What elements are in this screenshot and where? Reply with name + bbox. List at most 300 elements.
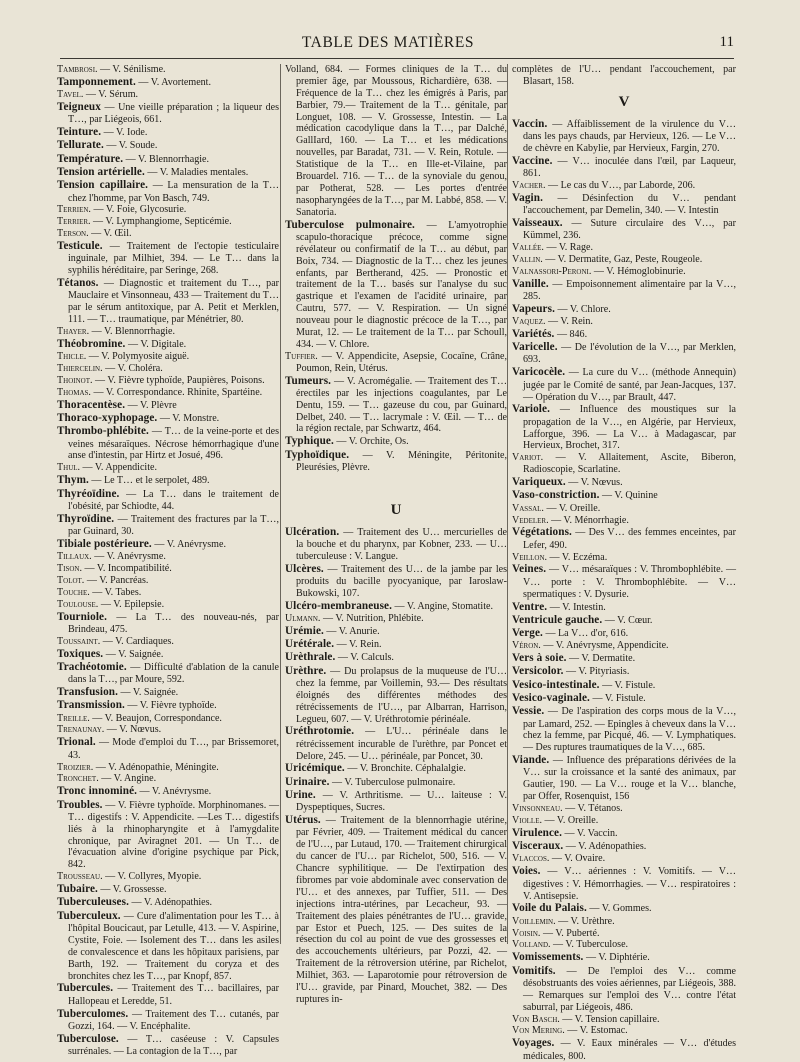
entry-text: — V. Adénopathies. xyxy=(128,897,213,909)
index-entry xyxy=(57,89,279,101)
entry-headword: Tison. xyxy=(57,563,82,574)
index-entry xyxy=(512,928,736,940)
entry-text: — V. Fistule. xyxy=(589,693,646,705)
entry-text: — V. Chlore. xyxy=(554,303,611,315)
entry-headword: Vallée. xyxy=(512,241,544,253)
entry-text: — Traitement des T… bacillaires, par Hallopeau et Leredde, 51. xyxy=(68,983,279,1007)
entry-headword: Vassal. xyxy=(512,502,544,514)
entry-text: — Empoisonnement alimentaire par la V…, 285. xyxy=(523,278,736,302)
entry-headword: Von Basch. xyxy=(512,1013,560,1025)
entry-text: — V. Allaitement, Ascite, Biberon, Radioscopie, Scarlatine. xyxy=(523,452,736,476)
index-entry xyxy=(512,303,736,316)
index-entry xyxy=(512,627,736,640)
entry-text: — V. Puberté. xyxy=(540,927,600,939)
entry-text: — L'amyotrophie scapulo-thoracique précoce, comme signe révélateur ou confirmatif de la T… au début, par Boix, 734. — Diagnostic de la T… chez les jeunes enfants, par Bertherand, 425. — Pronostic et traitement de la T… basés sur l'analyse du suc gastrique et l'examen de l'acidité urinaire, par Cautru, 577. — V. Respiration. — Un signé nouveau pour le diagnostic précoce de la T…, par Murat, 12. — Le traitement de la T… par Schoull, 434. — V. Chlore. xyxy=(296,219,507,350)
page-header xyxy=(60,34,734,56)
entry-headword: Thul. xyxy=(57,462,81,474)
entry-headword: Typhoïdique. xyxy=(285,448,350,461)
index-entry xyxy=(57,166,279,179)
index-entry xyxy=(512,1014,736,1026)
running-title: TABLE DES MATIÈRES xyxy=(301,34,475,51)
index-entry xyxy=(57,153,279,166)
index-entry xyxy=(512,803,736,815)
entry-text: — V. Soude. xyxy=(103,140,158,152)
entry-text: — V. Nœvus. xyxy=(565,477,623,489)
entry-text: — V. Eczéma. xyxy=(547,551,608,563)
index-entry xyxy=(57,326,279,338)
entry-headword: Vaccin. xyxy=(512,117,548,130)
entry-headword: Varicelle. xyxy=(512,341,558,354)
entry-headword: Vomitifs. xyxy=(512,964,556,977)
index-entry xyxy=(57,240,279,277)
index-entry xyxy=(57,139,279,152)
entry-text: — V. Intestin. xyxy=(547,601,606,613)
index-entry xyxy=(57,896,279,909)
index-entry xyxy=(512,951,736,964)
entry-text: — Désinfection du V… pendant l'accouchement, par Demelin, 340. — V. Intestin xyxy=(523,192,736,216)
entry-text: — V. Beaujon, Correspondance. xyxy=(89,712,222,724)
entry-headword: Trachéotomie. xyxy=(57,660,127,673)
index-entry xyxy=(57,773,279,785)
index-entry xyxy=(57,1008,279,1033)
entry-text: — V. Dermatite, Gaz, Peste, Rougeole. xyxy=(542,253,703,265)
index-entry xyxy=(57,338,279,351)
entry-text: — V. Nœvus. xyxy=(104,724,162,736)
entry-headword: Urine. xyxy=(285,789,316,801)
entry-text: — V. Rein. xyxy=(545,316,593,328)
entry-text: — V. Pancréas. xyxy=(84,574,149,586)
entry-headword: Virulence. xyxy=(512,826,562,839)
entry-text: — V. Digitale. xyxy=(125,338,187,350)
entry-text: — Traitement de la blennorrhagie utérine, par Février, 409. — Traitement médical du cancer de l'U…, par Lutaud, 170. — Traitement chirurgical du cancer de l'U… par Richelot, 500, 516. — V. Chancre syphilitique. — De l'extirpation des fibromes par voie abdominale avec conservation de l'U… et des annexes, par Tuffier, 511. — Des injections intra-utérines, par Lecacheur, 93. — Traitement des plaies pénétrantes de l'U… gravide, par Estor et Puech, 125. — Des suites de la résection du col au point de vue des grossesses et des accouchements ultérieurs, par Pozzi, 42. — Traitement de la rétroversion utérine, par Richelot, Milhiet, 363. — Laparotomie pour rétroversion de l'U… gravide, par Pinard, Mouchet, 382. — Des ruptures in- xyxy=(296,815,507,1005)
entry-text: — Suture circulaire des V…, par Kümmel, 236. xyxy=(523,217,736,242)
entry-headword: Veillon. xyxy=(512,551,548,563)
entry-headword: Thicle. xyxy=(57,351,87,363)
entry-headword: Ventricule gauche. xyxy=(512,613,603,626)
index-entry xyxy=(57,412,279,425)
entry-headword: Thoracentèse. xyxy=(57,398,126,411)
entry-headword: Tibiale postérieure. xyxy=(57,537,152,550)
entry-text: — V. Vaccin. xyxy=(561,827,618,839)
entry-text: Volland, 684. — Formes cliniques de la T… du premier âge, par Moussous, Richardière, 638. — Fréquence de la T… chez les émigrés à Paris, par Barbier, 79.— Traitement de la T… génitale, par Longuet, 108. — V. Grossesse, Intestin. — La médication cacodylique dans la T…, par Dalché, GallIard, 160. — La T… et les médications nouvelles, par Baradat, 731. — V. Rein, Rotule. — Statistique de la T… en Ille-et-Vilaine, par Brouardel. 716. — T… de la synoviale du genou, par Potherat, 528. — Les portes d'entrée nasopharyngées de la T…, par M. Labbé, 858. — V. Sanatoria. xyxy=(285,64,507,218)
index-entry xyxy=(57,661,279,686)
entry-headword: Vagin. xyxy=(512,191,543,204)
section-spacer xyxy=(285,474,507,496)
index-entry xyxy=(285,613,507,625)
index-entry xyxy=(512,341,736,366)
entry-text: — V. Ovaire. xyxy=(549,853,606,865)
index-entry xyxy=(57,1033,279,1058)
entry-headword: Tubaire. xyxy=(57,883,98,896)
index-entry xyxy=(285,814,507,1006)
index-entry xyxy=(57,126,279,139)
entry-text: — V. Arthritisme. — U… laiteuse : V. Dyspeptiques, Sucres. xyxy=(296,790,507,814)
entry-text: — V. Tension capillaire. xyxy=(559,1013,660,1025)
entry-text: — V. Monstre. xyxy=(157,413,220,425)
index-entry xyxy=(285,351,507,375)
entry-headword: Toulouse. xyxy=(57,598,99,610)
entry-headword: Tuberculeuses. xyxy=(57,896,129,909)
index-entry xyxy=(285,638,507,651)
entry-headword: Urinaire. xyxy=(285,775,330,788)
entry-headword: Vomissements. xyxy=(512,951,584,964)
entry-text: — V. Pityriasis. xyxy=(563,666,630,678)
entry-text: — V. Acromégalie. — Traitement des T… érectiles par les injections coagulantes, par Le Dentu, 159. — T… gazeuse du cou, par Guinard, Delbet, 240. — T… lacrymale : V. Œil. — T… de la région rectale, par Schwartz, 464. xyxy=(296,375,507,435)
entry-text: — V. Maladies mentales. xyxy=(144,167,249,178)
entry-text: — V. Bronchite. Céphalalgie. xyxy=(344,763,466,775)
index-entry xyxy=(512,965,736,1014)
entry-text: — V… inoculée dans l'œil, par Laqueur, 861. xyxy=(523,155,736,179)
entry-text: — Cure d'alimentation pour les T… à l'hôpital Boucicaut, par Letulle, 413. — V. Aspirine, Cystite, Foie. — Isolement des T… dans les asiles de convalescence et dans les hôpitaux parisiens, par Barth, 192. — Traitement du coryza et des bronchites chez les T…, par Knopf, 857. xyxy=(68,910,279,982)
entry-text: — Mode d'emploi du T…, par Brissemoret, 43. xyxy=(68,737,279,761)
index-entry xyxy=(57,587,279,599)
entry-text: — V. Iode. xyxy=(101,127,148,139)
entry-headword: Tamponnement. xyxy=(57,75,136,88)
index-entry xyxy=(285,776,507,789)
entry-headword: Uricémique. xyxy=(285,762,345,775)
entry-text: — V. Oreille. xyxy=(543,502,601,514)
entry-headword: Vaso-constriction. xyxy=(512,489,600,502)
entry-headword: Vedeler. xyxy=(512,514,549,526)
index-entry xyxy=(512,902,736,915)
entry-text: — Le cas du V…, par Laborde, 206. xyxy=(545,179,696,191)
index-entry xyxy=(57,387,279,399)
entry-text: — Du prolapsus de la muqueuse de l'U… chez la femme, par Voillemin, 93.— Des résultats éloignés des différentes méthodes des rétrécissements de l'U…, par Albarran, Harrison, Legueu, 607. — V. Uréthrotomie périnéale. xyxy=(296,665,507,725)
index-entry xyxy=(57,425,279,462)
index-entry xyxy=(57,648,279,661)
entry-text: complètes de l'U… pendant l'accouchement, par Blasart, 158. xyxy=(512,64,736,87)
entry-headword: Vesico-intestinale. xyxy=(512,678,600,691)
entry-headword: Variqueux. xyxy=(512,476,566,489)
index-entry xyxy=(512,552,736,564)
entry-text: — La T… des nouveau-nés, par Brindeau, 475. xyxy=(68,611,279,635)
index-entry xyxy=(57,462,279,474)
entry-headword: Variole. xyxy=(512,403,550,416)
entry-headword: Touche. xyxy=(57,586,90,598)
index-entry xyxy=(57,883,279,896)
entry-headword: Tolot. xyxy=(57,574,85,586)
entry-text: — V. Collyres, Myopie. xyxy=(102,871,202,883)
entry-text: — V. Appendicite. xyxy=(80,462,157,474)
entry-headword: Urétérale. xyxy=(285,638,335,651)
index-entry xyxy=(512,563,736,600)
entry-text: — V. Eaux minérales — V… d'études médicales, 800. xyxy=(523,1038,736,1062)
entry-text: — V. Méningite, Péritonite, Pleurésies, Plèvre. xyxy=(296,449,507,473)
index-entry xyxy=(512,403,736,452)
index-entry xyxy=(57,474,279,487)
entry-headword: Terrier. xyxy=(57,216,91,228)
index-entry xyxy=(512,640,736,652)
entry-text: — La V… d'or, 616. xyxy=(542,628,629,640)
index-entry xyxy=(512,705,736,754)
index-entry xyxy=(512,278,736,303)
entry-text: — V. Cœur. xyxy=(602,614,653,626)
entry-text: — Diagnostic et traitement du T…, par Mauclaire et Vinsonneau, 433 — Traitement du T… par le sérum antitoxique, par A. Petit et Merklen, 111. — T… traumatique, par Ménétrier, 80. xyxy=(68,278,279,326)
entry-headword: Typhique. xyxy=(285,435,334,448)
column-divider xyxy=(280,64,281,944)
entry-text: — Traitement des U… de la jambe par les produits du bacille pyocyanique, par Iaroslaw-Bukowski, 107. xyxy=(296,563,507,599)
index-entry xyxy=(285,219,507,351)
index-entry xyxy=(57,277,279,326)
entry-text: — V… mésaraïques : V. Thrombophlébite. — V… porte : V. Thrombophlébite. — V… spermatiques : V. Dysurie. xyxy=(523,564,736,600)
entry-text: — V. Calculs. xyxy=(335,652,394,664)
index-entry xyxy=(57,513,279,538)
entry-text: — V. Anévrysme. xyxy=(151,538,226,550)
entry-headword: Vinsonneau. xyxy=(512,803,563,815)
entry-text: — V. Adénopathie, Méningite. xyxy=(93,761,219,773)
entry-text: — V. Fistule. xyxy=(599,679,656,691)
entry-text: — V. Œil. xyxy=(88,228,132,240)
index-entry xyxy=(512,827,736,840)
entry-headword: Ulcéro-membraneuse. xyxy=(285,599,393,612)
index-entry xyxy=(512,316,736,328)
index-entry xyxy=(512,242,736,254)
entry-headword: Vlaccos. xyxy=(512,853,550,865)
index-entry xyxy=(57,599,279,611)
entry-text: — V. Fièvre typhoïde, Paupières, Poisons. xyxy=(92,375,265,387)
entry-text: — V. Incompatibilité. xyxy=(81,563,172,574)
index-entry xyxy=(57,686,279,699)
entry-headword: Vaisseaux. xyxy=(512,216,563,229)
index-entry xyxy=(512,489,736,502)
entry-headword: Thomas. xyxy=(57,386,91,398)
entry-headword: Vesico-vaginale. xyxy=(512,692,590,705)
entry-headword: Ulcères. xyxy=(285,562,324,575)
entry-headword: Ulcération. xyxy=(285,525,340,538)
index-entry xyxy=(57,910,279,983)
page-number: 11 xyxy=(719,34,734,50)
entry-text: — De l'emploi des V… comme désobstruants des voies aériennes, par Liégeois, 388. — Remarques sur l'emploi des V… contre l'état saburral, par Liégeois, 486. xyxy=(523,965,736,1013)
entry-text: — V. Appendicite, Asepsie, Cocaïne, Crâne, Poumon, Rein, Utérus. xyxy=(296,350,507,374)
index-entry xyxy=(285,789,507,814)
entry-text: — V. Plèvre xyxy=(125,399,177,411)
entry-text: — V. Dermatite. xyxy=(566,653,636,665)
index-entry xyxy=(57,982,279,1007)
entry-headword: Voyages. xyxy=(512,1037,555,1050)
index-entry xyxy=(512,64,736,88)
index-entry xyxy=(512,916,736,928)
entry-headword: Versicolor. xyxy=(512,665,564,678)
entry-headword: Vanille. xyxy=(512,277,549,290)
entry-headword: Transfusion. xyxy=(57,686,118,699)
index-entry xyxy=(57,636,279,648)
entry-text: — La cure du V… (méthode Annequin) jugée par le Comité de santé, par Jean-Jacques, 137. — Opération du V…, par Brault, 447. xyxy=(523,367,736,403)
entry-headword: Troubles. xyxy=(57,798,103,811)
entry-text: — V. Oreille. xyxy=(541,815,599,827)
index-entry xyxy=(57,799,279,872)
entry-headword: Tension artérielle. xyxy=(57,166,145,178)
entry-text: — V. Anévrysme. xyxy=(91,551,166,563)
entry-headword: Volland. xyxy=(512,939,551,951)
index-entry xyxy=(512,118,736,155)
index-entry xyxy=(57,699,279,712)
index-entry xyxy=(512,217,736,242)
index-entry xyxy=(285,665,507,726)
entry-headword: Urèthre. xyxy=(285,664,327,677)
entry-headword: Toussaint. xyxy=(57,635,101,647)
index-entry xyxy=(57,101,279,126)
index-entry xyxy=(512,679,736,692)
entry-text: — 846. xyxy=(554,328,588,340)
index-entry xyxy=(512,865,736,902)
entry-headword: Tétanos. xyxy=(57,277,99,290)
entry-text: — Affaiblissement de la virulence du V… dans les pays chauds, par Hervieux, 126. — Le V… de chèvre en Kabylie, par Hervieux, Fargin, 270. xyxy=(523,118,736,154)
entry-headword: Tuberculomes. xyxy=(57,1007,129,1020)
entry-headword: Thayer. xyxy=(57,326,90,338)
entry-headword: Voies. xyxy=(512,865,541,878)
entry-text: — Influence des préparations dérivées de la V… sur la croissance et la santé des animaux, par Gautier, 190. — La V… rouge et la V… blanche, par Offer, Rosenquist, 156 xyxy=(523,755,736,803)
entry-headword: Tavel. xyxy=(57,89,84,101)
index-entry xyxy=(512,815,736,827)
entry-text: — Traitement des T… cutanés, par Gozzi, 164. — V. Encéphalite. xyxy=(68,1008,279,1032)
entry-text: — V. Rage. xyxy=(543,241,593,253)
entry-headword: Tourniole. xyxy=(57,610,108,623)
index-column-middle xyxy=(285,64,507,1006)
entry-headword: Trional. xyxy=(57,736,96,749)
entry-text: — V. Anurie. xyxy=(323,625,380,637)
entry-headword: Toxiques. xyxy=(57,647,104,660)
entry-text: — L'U… périnéale dans le rétrécissement incurable de l'urèthre, par Poncet et Delore, 245. — U… périnéale, par Poncet, 30. xyxy=(296,726,507,762)
entry-headword: Terrien. xyxy=(57,204,91,216)
entry-text: — V. Ménorrhagie. xyxy=(548,514,629,526)
index-entry xyxy=(512,366,736,403)
entry-headword: Teinture. xyxy=(57,126,102,139)
entry-text: — V. Quinine xyxy=(599,490,658,502)
entry-text: — V. Choléra. xyxy=(102,363,163,375)
index-entry xyxy=(57,724,279,736)
entry-text: — V. Tabes. xyxy=(89,586,142,598)
index-column-left xyxy=(57,64,279,1058)
entry-headword: Vacher. xyxy=(512,179,546,191)
entry-text: — V. Polymyosite aiguë. xyxy=(86,351,190,363)
entry-headword: Visceraux. xyxy=(512,840,564,853)
index-entry xyxy=(512,601,736,614)
entry-headword: Ventre. xyxy=(512,600,548,613)
entry-text: — T… de la veine-porte et des veines mésaraïques. Nécrose hémorrhagique d'une anse d'intestin, par Hirtz et Josué, 496. xyxy=(68,426,279,462)
entry-headword: Vallin. xyxy=(512,253,543,265)
entry-text: — T… caséeuse : V. Capsules surrénales. — La contagion de la T…, par xyxy=(68,1033,279,1057)
index-entry xyxy=(512,665,736,678)
index-entry xyxy=(285,600,507,613)
entry-text: — V. Angine, Stomatite. xyxy=(392,600,493,612)
entry-headword: Tillaux. xyxy=(57,551,92,563)
entry-headword: Tuberculose pulmonaire. xyxy=(285,218,415,231)
entry-text: — V. Avortement. xyxy=(135,76,211,88)
entry-text: — Traitement des fractures par la T…, par Guinard, 30. xyxy=(68,513,279,537)
index-entry xyxy=(512,328,736,341)
entry-text: — V. Blennorrhagie. xyxy=(123,153,209,165)
entry-headword: Thrombo-phlébite. xyxy=(57,425,149,438)
entry-text: — V. Correspondance. Rhinite, Spartéine. xyxy=(90,386,263,398)
entry-headword: Variétés. xyxy=(512,327,555,340)
index-entry xyxy=(57,563,279,575)
entry-headword: Tension capillaire. xyxy=(57,179,149,192)
entry-headword: Tronc innominé. xyxy=(57,785,138,798)
entry-text: — Influence des moustiques sur la propagation de la V…, en Algérie, par Hervieux, Lafforgue, 396. — La V… à Madagascar, par Hervieux, Brochet, 317. xyxy=(523,404,736,452)
entry-text: — V. Sérum. xyxy=(83,89,139,101)
entry-headword: Tubercules. xyxy=(57,982,114,995)
entry-headword: Thoraco-xyphopage. xyxy=(57,412,158,425)
entry-text: — V. Rein. xyxy=(334,639,382,651)
entry-headword: Von Mering. xyxy=(512,1025,565,1037)
entry-headword: Variot. xyxy=(512,452,544,464)
entry-headword: Tuffier. xyxy=(285,350,318,362)
index-entry xyxy=(512,1025,736,1037)
entry-text: — V… aériennes : V. Vomitifs. — V… digestives : V. Hémorrhagies. — V… respiratoires : V. Antisepsie. xyxy=(523,866,736,902)
index-entry xyxy=(57,351,279,363)
entry-headword: Transmission. xyxy=(57,699,125,712)
index-entry xyxy=(285,563,507,600)
entry-headword: Trousseau. xyxy=(57,871,103,883)
entry-headword: Tronchet. xyxy=(57,773,99,785)
entry-headword: Végétations. xyxy=(512,526,572,539)
entry-text: — De l'aspiration des corps mous de la V…, par Lamard, 252. — Epingles à cheveux dans la V… chez la femme, par Picqué, 46. — V. Lymphatiques. — Des ruptures traumatiques de la V…, 685. xyxy=(523,706,736,754)
index-entry xyxy=(512,180,736,192)
entry-text: — V. Epilepsie. xyxy=(98,598,165,610)
index-entry xyxy=(285,762,507,775)
index-entry xyxy=(57,611,279,636)
index-entry xyxy=(57,375,279,387)
index-entry xyxy=(512,503,736,515)
index-entry xyxy=(285,651,507,664)
entry-text: — V. Lymphangiome, Septicémie. xyxy=(90,216,232,228)
entry-headword: Vapeurs. xyxy=(512,302,555,315)
entry-headword: Urèthrale. xyxy=(285,651,336,664)
entry-headword: Voillemin. xyxy=(512,915,556,927)
entry-headword: Terson. xyxy=(57,228,89,240)
index-entry xyxy=(57,488,279,513)
index-entry xyxy=(512,155,736,180)
entry-text: — V. Hémoglobinurie. xyxy=(591,265,686,277)
entry-text: — V. Orchite, Os. xyxy=(333,436,409,448)
entry-headword: Uréthrotomie. xyxy=(285,725,355,738)
index-entry xyxy=(512,526,736,551)
index-entry xyxy=(512,840,736,853)
index-column-right xyxy=(512,64,736,1062)
index-entry xyxy=(512,1037,736,1062)
index-entry xyxy=(512,692,736,705)
section-letter: V xyxy=(618,93,630,110)
entry-text: — La T… dans le traitement de l'obésité, par Schiodte, 44. xyxy=(68,488,279,512)
entry-headword: Troizier. xyxy=(57,761,94,773)
entry-headword: Trenaunay. xyxy=(57,724,105,736)
entry-headword: Urémie. xyxy=(285,624,324,637)
entry-text: — V. Tétanos. xyxy=(562,803,623,815)
section-letter: U xyxy=(390,501,402,518)
index-entry xyxy=(512,754,736,803)
index-entry xyxy=(57,179,279,204)
index-entry xyxy=(57,785,279,798)
entry-headword: Tuberculeux. xyxy=(57,909,121,922)
index-entry xyxy=(57,575,279,587)
index-entry xyxy=(57,713,279,725)
index-entry xyxy=(512,452,736,476)
index-entry xyxy=(57,399,279,412)
column-divider xyxy=(507,64,508,944)
index-entry xyxy=(57,76,279,89)
entry-headword: Vers à soie. xyxy=(512,652,567,665)
entry-headword: Véron. xyxy=(512,640,541,652)
entry-headword: Voisin. xyxy=(512,927,541,939)
entry-headword: Teigneux xyxy=(57,101,101,114)
entry-text: — V. Saignée. xyxy=(118,687,179,699)
index-entry xyxy=(57,538,279,551)
index-entry xyxy=(285,375,507,436)
index-entry xyxy=(57,216,279,228)
entry-headword: Ulmann. xyxy=(285,612,321,624)
index-entry xyxy=(512,853,736,865)
entry-headword: Température. xyxy=(57,152,124,165)
